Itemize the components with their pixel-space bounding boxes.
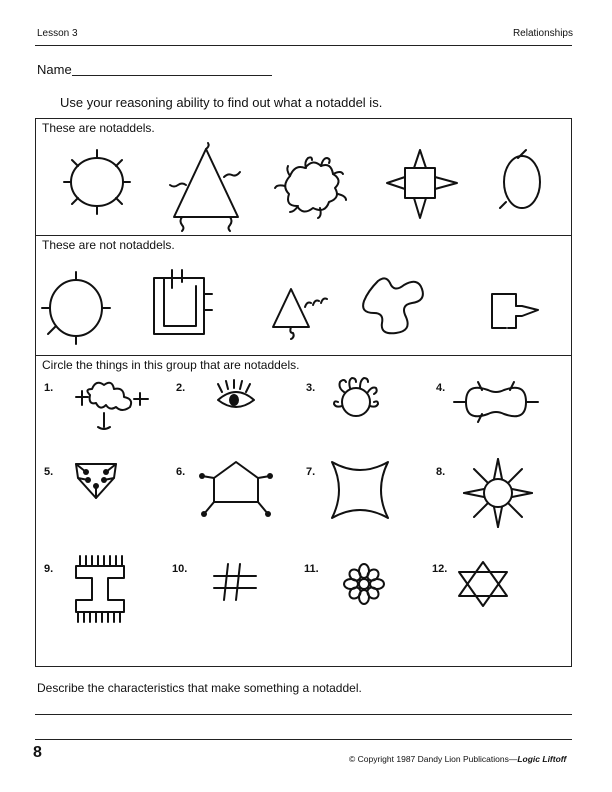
item-number: 5. [44, 466, 54, 478]
instructions: Use your reasoning ability to find out what a notaddel is. [60, 95, 383, 110]
item-8-sun-figure[interactable] [460, 455, 540, 535]
item-11-flower-figure[interactable] [340, 560, 390, 610]
name-field[interactable] [72, 75, 272, 76]
item-12-star-of-david-figure[interactable] [455, 560, 515, 610]
answer-line[interactable] [35, 714, 572, 715]
answer-line[interactable] [35, 739, 572, 740]
square-with-spikes-figure [385, 148, 460, 223]
panel-title-are: These are notaddels. [42, 121, 155, 135]
item-7-concave-star-figure[interactable] [328, 458, 398, 528]
copyright [349, 754, 566, 764]
oval-with-ticks-not-figure [38, 270, 118, 350]
item-number: 8. [436, 466, 446, 478]
item-4-peanut-figure[interactable] [452, 378, 542, 428]
item-number: 3. [306, 382, 316, 394]
panel-title-circle: Circle the things in this group that are notaddels. [42, 358, 300, 372]
item-number: 9. [44, 563, 54, 575]
oval-with-ticks-figure [64, 150, 134, 220]
topic-label: Relationships [512, 28, 573, 39]
item-5-pentagon-with-dots-figure[interactable] [72, 458, 122, 503]
name-label: Name [37, 62, 72, 77]
book-title: Logic Liftoff [517, 754, 567, 764]
panel-title-not: These are not notaddels. [42, 238, 175, 252]
item-1-blob-figure[interactable] [64, 375, 159, 440]
item-number: 12. [432, 563, 448, 575]
nested-squares-figure [150, 268, 215, 343]
item-number: 11. [304, 563, 319, 575]
item-3-circle-with-curls-figure[interactable] [330, 372, 385, 427]
blob-with-curls-figure [270, 146, 355, 226]
oval-with-slash-figure [498, 150, 548, 220]
header-rule [35, 45, 572, 46]
page-number: 8 [33, 744, 42, 761]
item-10-tic-tac-toe-figure[interactable] [210, 560, 265, 605]
copyright-text: © Copyright 1987 Dandy Lion Publications— [349, 754, 518, 764]
item-number: 7. [306, 466, 316, 478]
bracket-with-arrow-figure [490, 288, 560, 338]
item-number: 6. [176, 466, 186, 478]
triangle-with-curls-figure [265, 285, 335, 345]
item-6-house-with-dots-figure[interactable] [196, 456, 278, 522]
item-number: 10. [172, 563, 188, 575]
item-9-i-beam-figure[interactable] [62, 552, 144, 632]
item-number: 4. [436, 382, 446, 394]
item-number: 1. [44, 382, 54, 394]
item-number: 2. [176, 382, 186, 394]
describe-prompt: Describe the characteristics that make something a notaddel. [37, 681, 362, 695]
triangle-with-squiggles-figure [168, 145, 248, 230]
lesson-label: Lesson 3 [37, 28, 78, 39]
item-2-eye-figure[interactable] [212, 378, 262, 418]
amorphous-blob-figure [358, 275, 433, 340]
